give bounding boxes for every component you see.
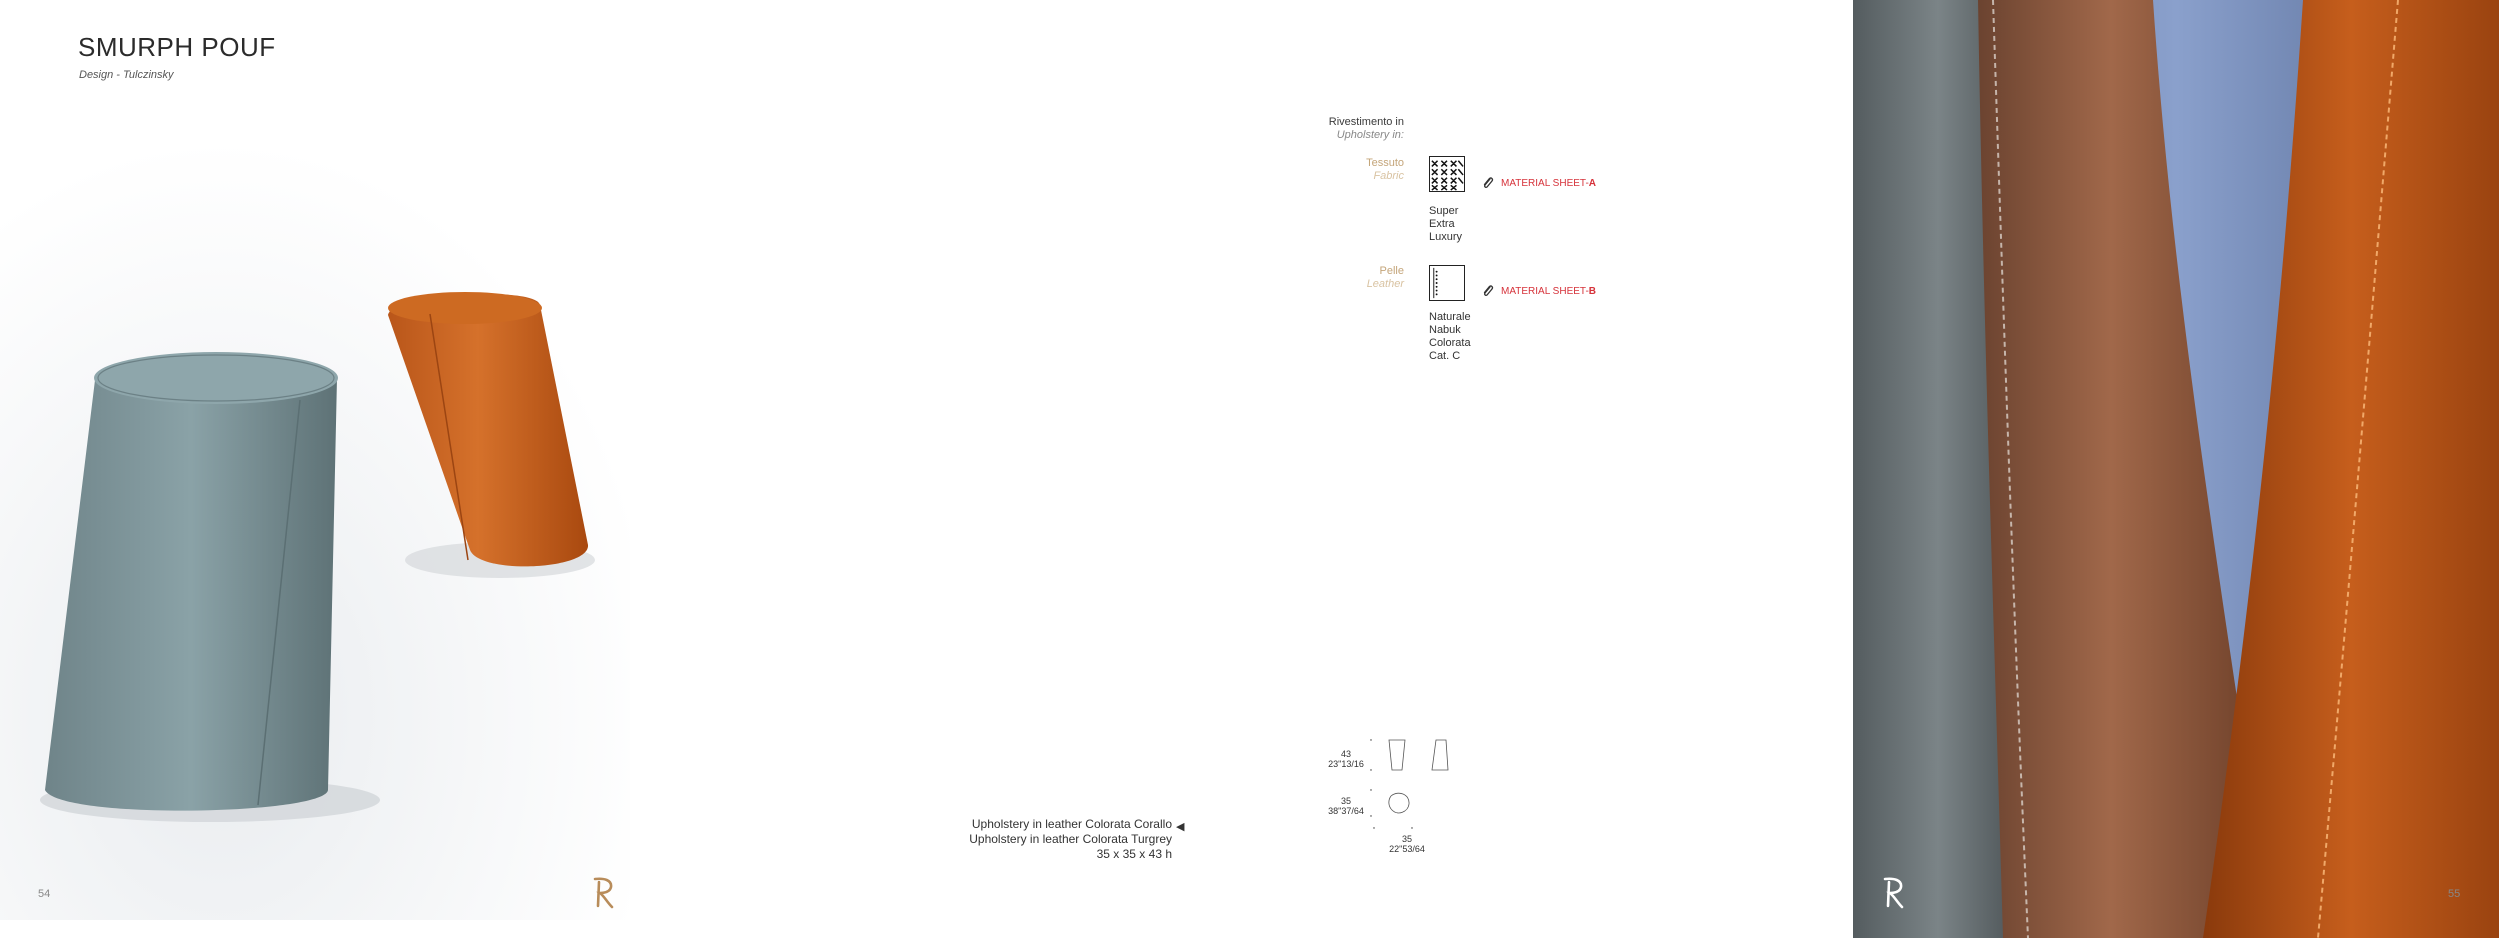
leather-type: Naturale xyxy=(1429,311,1471,323)
product-title: SMURPH POUF xyxy=(78,32,276,62)
page-number-left: 54 xyxy=(38,888,51,900)
designer-credit: Design - Tulczinsky xyxy=(79,69,174,81)
width-in: 22"53/64 xyxy=(1389,844,1425,854)
fabric-swatch-icon xyxy=(1429,156,1465,192)
material-sheet-letter: A xyxy=(1588,177,1597,189)
page-number-right: 55 xyxy=(2448,888,2461,900)
depth-cm: 35 xyxy=(1340,796,1351,806)
leather-type: Colorata xyxy=(1429,337,1471,349)
material-sheet-prefix: MATERIAL SHEET- xyxy=(1501,285,1589,297)
caption-line-2: Upholstery in leather Colorata Turgrey xyxy=(969,832,1172,846)
material-sheet-b-link[interactable] xyxy=(1481,284,1596,298)
dimension-depth xyxy=(1324,796,1368,816)
paperclip-icon xyxy=(1481,284,1495,298)
width-cm: 35 xyxy=(1401,834,1412,844)
fabric-label-en: Fabric xyxy=(1373,170,1404,182)
height-cm: 43 xyxy=(1340,749,1351,759)
upholstery-heading-it: Rivestimento in xyxy=(1328,116,1404,128)
fabric-category xyxy=(1250,157,1404,183)
brand-logo-icon xyxy=(590,876,616,910)
fabric-label-it: Tessuto xyxy=(1366,157,1404,169)
material-sheet-prefix: MATERIAL SHEET- xyxy=(1501,177,1589,189)
leather-detail-photo xyxy=(1853,0,2499,938)
material-sheet-letter: B xyxy=(1588,285,1597,297)
height-in: 23"13/16 xyxy=(1328,759,1364,769)
caption-arrow-icon: ◀ xyxy=(1176,821,1185,833)
product-photo xyxy=(0,100,630,920)
fabric-type: Extra xyxy=(1429,218,1455,230)
leather-types xyxy=(1429,311,1471,363)
fabric-type: Luxury xyxy=(1429,231,1463,243)
material-sheet-a-link[interactable] xyxy=(1481,176,1596,190)
dimension-height xyxy=(1324,749,1368,769)
leather-label-en: Leather xyxy=(1366,278,1404,290)
dimension-width xyxy=(1385,834,1429,854)
paperclip-icon xyxy=(1481,176,1495,190)
leather-type: Cat. C xyxy=(1429,350,1461,362)
leather-category xyxy=(1250,265,1404,291)
fabric-type: Super xyxy=(1429,205,1459,217)
fabric-types xyxy=(1429,205,1462,244)
leather-type: Nabuk xyxy=(1429,324,1461,336)
caption-dimensions: 35 x 35 x 43 h xyxy=(1096,847,1172,861)
leather-label-it: Pelle xyxy=(1379,265,1404,277)
caption-line-1: Upholstery in leather Colorata Corallo xyxy=(971,817,1172,831)
dimension-drawings xyxy=(1370,736,1470,836)
upholstery-heading xyxy=(1250,116,1404,142)
depth-in: 38"37/64 xyxy=(1328,806,1364,816)
brand-logo-icon xyxy=(1880,876,1906,910)
upholstery-heading-en: Upholstery in: xyxy=(1336,129,1404,141)
photo-caption xyxy=(900,817,1172,862)
leather-swatch-icon xyxy=(1429,265,1465,301)
